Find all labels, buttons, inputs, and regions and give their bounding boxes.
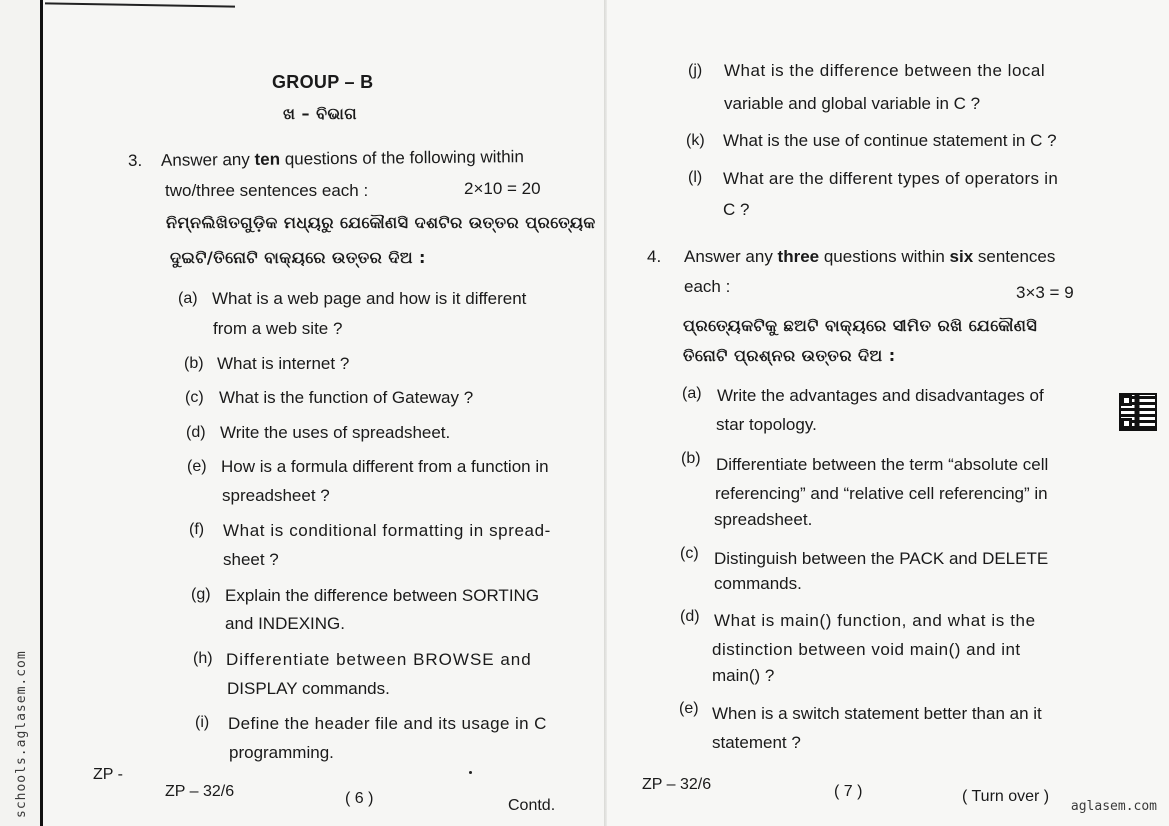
q4b-line1: Differentiate between the term “absolute cell — [716, 455, 1049, 474]
footer-right-page: ( 7 ) — [834, 783, 863, 800]
q4e-line1: When is a switch statement better than an it — [712, 704, 1042, 723]
q4e-line2: statement ? — [712, 733, 801, 752]
q4d-line2: distinction between void main() and int — [712, 640, 1021, 659]
q3h-label: (h) — [193, 650, 213, 667]
corner-watermark: aglasem.com — [1070, 799, 1157, 814]
footer-right-code: ZP – 32/6 — [642, 776, 712, 793]
q3e-label: (e) — [187, 458, 207, 475]
q4-odia-line1: ପ୍ରତ୍ୟେକଟିକୁ ଛଅଟି ବାକ୍ୟରେ ସୀମିତ ରଖି ଯେକୌଣସି — [683, 316, 1038, 335]
q3-odia-line1: ନିମ୍ନଲିଖିତଗୁଡ଼ିକ ମଧ୍ୟରୁ ଯେକୌଣସି ଦଶଟିର ଉତ୍ତର ପ୍ରତ୍ୟେକ — [166, 213, 596, 232]
q3f-label: (f) — [189, 521, 205, 538]
q3h-line1: Differentiate between BROWSE and — [226, 650, 532, 669]
q3-line1-pre: Answer any — [160, 149, 255, 170]
q4-instruction-line1 — [684, 246, 1055, 268]
q4b-line2: referencing” and “relative cell referencing” in — [715, 484, 1048, 503]
q3g-line1: Explain the difference between SORTING — [225, 586, 540, 605]
q3e-line1: How is a formula different from a function in — [221, 457, 549, 476]
q4-line1-mid: questions within — [819, 247, 950, 266]
footer-turn-over: ( Turn over ) — [962, 788, 1050, 805]
qk-line1: What is the use of continue statement in C ? — [723, 131, 1057, 150]
q3a-label: (a) — [178, 290, 198, 307]
qr-code-icon — [1119, 393, 1157, 431]
footer-contd: Contd. — [508, 797, 556, 814]
q4-odia-line2: ତିନୋଟି ପ୍ରଶ୍ନର ଉତ୍ତର ଦିଅ : — [683, 346, 896, 365]
footer-zp-mark: ZP - — [93, 766, 123, 783]
qj-line1: What is the difference between the local — [724, 61, 1046, 80]
q4-line1-bold1: three — [777, 247, 820, 266]
q3g-label: (g) — [191, 586, 211, 603]
q3i-label: (i) — [195, 714, 210, 731]
q3d-label: (d) — [186, 424, 206, 441]
q3-line1-bold: ten — [254, 149, 281, 169]
q4d-line3: main() ? — [712, 666, 775, 685]
q3-line1-post: questions of the following within — [279, 147, 524, 169]
q4b-line3: spreadsheet. — [714, 510, 813, 529]
ink-dot — [469, 771, 472, 774]
footer-left-code: ZP – 32/6 — [165, 783, 235, 800]
ql-label: (l) — [688, 169, 703, 186]
footer-left-page: ( 6 ) — [345, 790, 374, 807]
q3i-line1: Define the header file and its usage in C — [228, 714, 547, 733]
q4-number: 4. — [647, 247, 662, 266]
qk-label: (k) — [686, 132, 705, 149]
ql-line1: What are the different types of operators in — [723, 169, 1059, 188]
q3e-line2: spreadsheet ? — [222, 486, 330, 505]
group-title-odia: ଖ – ବିଭାଗ — [283, 104, 358, 123]
q3-number: 3. — [128, 151, 143, 170]
q3g-line2: and INDEXING. — [225, 614, 345, 633]
q3f-line1: What is conditional formatting in spread- — [223, 521, 551, 540]
q3b-line1: What is internet ? — [217, 354, 350, 373]
q3a-line2: from a web site ? — [213, 319, 343, 338]
q4-line1-bold2: six — [949, 247, 974, 266]
q4a-line2: star topology. — [716, 415, 817, 434]
q4c-label: (c) — [680, 545, 699, 562]
side-watermark: schools.aglasem.com — [14, 650, 29, 818]
q3-instruction-line1 — [161, 146, 524, 172]
q3f-line2: sheet ? — [223, 550, 279, 569]
qj-line2: variable and global variable in C ? — [724, 94, 981, 113]
q4b-label: (b) — [681, 450, 701, 467]
q4a-label: (a) — [682, 385, 702, 402]
q3h-line2: DISPLAY commands. — [227, 679, 390, 698]
q3-odia-line2: ଦୁଇଟି/ତିନୋଟି ବାକ୍ୟରେ ଉତ୍ତର ଦିଅ : — [170, 248, 426, 267]
group-title: GROUP – B — [272, 72, 374, 92]
q3i-line2: programming. — [229, 743, 334, 762]
q3c-line1: What is the function of Gateway ? — [219, 388, 474, 407]
q4d-label: (d) — [680, 608, 700, 625]
q4-line1-post: sentences — [973, 247, 1056, 266]
ql-line2: C ? — [723, 200, 750, 219]
q3b-label: (b) — [184, 355, 204, 372]
q4c-line1: Distinguish between the PACK and DELETE — [714, 549, 1049, 568]
q4a-line1: Write the advantages and disadvantages of — [717, 386, 1044, 405]
q3c-label: (c) — [185, 389, 204, 406]
q4d-line1: What is main() function, and what is the — [714, 611, 1036, 630]
q3-instruction-line2: two/three sentences each : — [165, 181, 369, 200]
q3a-line1: What is a web page and how is it different — [212, 289, 527, 308]
q4c-line2: commands. — [714, 574, 802, 593]
q3-marks: 2×10 = 20 — [464, 179, 541, 198]
q4-instruction-line2: each : — [684, 277, 731, 296]
qj-label: (j) — [688, 62, 703, 79]
q4-marks: 3×3 = 9 — [1016, 283, 1074, 302]
q3d-line1: Write the uses of spreadsheet. — [220, 423, 451, 442]
q4-line1-pre: Answer any — [684, 247, 778, 266]
q4e-label: (e) — [679, 700, 699, 717]
